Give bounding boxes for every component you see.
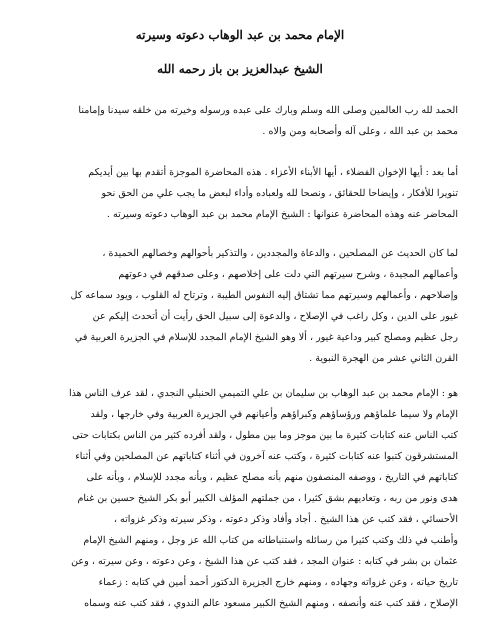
text-line: محمد بن عبد الله ، وعلى آله وأصحابه ومن والاه . [262, 126, 458, 137]
text-line: كتب الناس عنه كتابات كثيرة ما بين موجز وما بين مطول ، ولقد أفرده كثير من الناس بكتابات حتى [72, 430, 458, 441]
text-line: عثمان بن بشر في كتابه : عنوان المجد ، فقد كتب عن هذا الشيخ ، وعن دعوته ، وعن سيرته ، وعن [71, 556, 458, 567]
text-line: المستشرقون كتبوا عنه كتابات كثيرة ، وكتب عنه آخرون في أثناء كتاباتهم عن المصلحين وفي أثناء [75, 451, 458, 462]
text-line: المحاضر عنه وهذه المحاضرة عنوانها : الشيخ الإمام محمد بن عبد الوهاب دعوته وسيرته . [106, 209, 458, 220]
document-title: الإمام محمد بن عبد الوهاب دعوته وسيرته [135, 28, 345, 42]
paragraph-reformers [22, 243, 458, 369]
text-line: هدى ونور من ربه ، وتعاديهم بشق كثيرا ، من جملتهم المؤلف الكبير أبو بكر الشيخ حسين بن غنام [77, 493, 458, 504]
text-line: الأحسائي ، فقد كتب عن هذا الشيخ . أجاد وأفاد وذكر دعوته ، وذكر سيرته وذكر غزواته ، [113, 514, 458, 525]
text-line: غيور على الدين ، وكل راغب في الإصلاح ، والدعوة إلى سبيل الحق رأيت أن أتحدث إليكم عن [92, 311, 458, 322]
text-line: كتاباتهم في التاريخ ، ووصفه المنصفون منهم بأنه مصلح عظيم ، وبأنه مجدد للإسلام ، وبأنه على [86, 472, 458, 483]
paragraph-opening [22, 100, 458, 142]
document-author: الشيخ عبدالعزيز بن باز رحمه الله [157, 62, 323, 76]
text-line: رجل عظيم ومصلح كبير وداعية غيور ، ألا وهو الشيخ الإمام المجدد للإسلام في الجزيرة العربية في [74, 332, 458, 343]
text-line: لما كان الحديث عن المصلحين ، والدعاة والمجددين ، والتذكير بأحوالهم وخصالهم الحميدة ، [102, 248, 458, 259]
text-line: وأعمالهم المجيدة ، وشرح سيرتهم التي دلت على إخلاصهم ، وعلى صدقهم في دعوتهم [118, 269, 458, 280]
text-line: أما بعد : أيها الإخوان الفضلاء ، أيها الأبناء الأعزاء . هذه المحاضرة الموجزة أتقدم بها بين أيديكم [88, 167, 458, 178]
paragraph-introduction [22, 162, 458, 225]
text-line: الإمام ولا سيما علماؤهم ورؤساؤهم وكبراؤهم وأعيانهم في الجزيرة العربية وفي خارجها ، ولقد [90, 409, 458, 420]
text-line: القرن الثاني عشر من الهجرة النبوية . [309, 353, 458, 364]
text-line: تنويرا للأفكار ، وإيضاحا للحقائق ، ونصحا لله ولعباده وأداء لبعض ما يجب علي من الحق نحو [101, 188, 458, 199]
text-line: هو : الإمام محمد بن عبد الوهاب بن سليمان بن علي التميمي الحنبلي النجدي ، لقد عرف الناس هذا [68, 388, 458, 399]
text-line: وأطنب في ذلك وكتب كثيرا من رسائله واستنباطاته من كتاب الله عز وجل ، ومنهم الشيخ الإمام [83, 535, 458, 546]
paragraph-biography [22, 383, 458, 614]
text-line: تاريخ حياته ، وعن غزواته وجهاده ، ومنهم خارج الجزيرة الدكتور أحمد أمين في كتابه : زعماء [98, 577, 458, 588]
text-line: الإصلاح ، فقد كتب عنه وأنصفه ، ومنهم الشيخ الكبير مسعود عالم الندوي ، فقد كتب عنه وسماه [84, 598, 458, 609]
text-line: الحمد لله رب العالمين وصلى الله وسلم وبارك على عبده ورسوله وخيرته من خلقه سيدنا وإمامنا [78, 105, 458, 116]
text-line: وإصلاحهم ، وأعمالهم وسيرتهم مما تشتاق إليه النفوس الطيبة ، وترتاح له القلوب ، ويود سماعه كل [70, 290, 458, 301]
